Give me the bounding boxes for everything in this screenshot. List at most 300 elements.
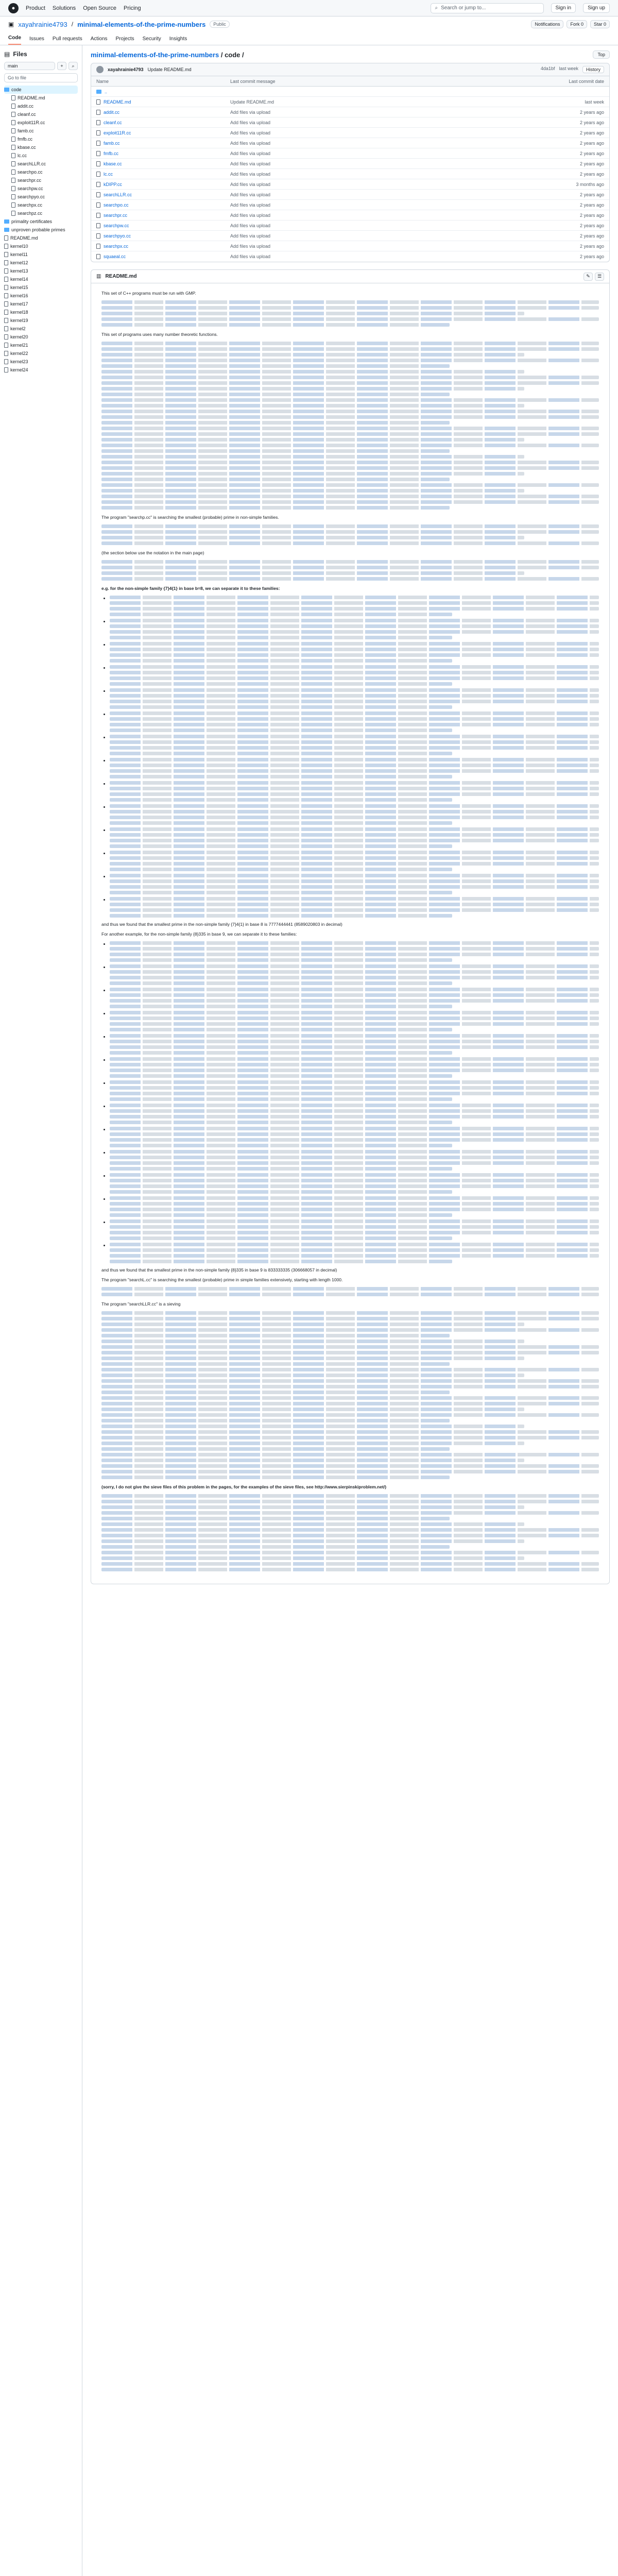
tree-item[interactable] <box>4 316 78 325</box>
file-link[interactable]: searchpw.cc <box>104 223 129 228</box>
readme-text-line <box>110 1184 599 1188</box>
readme-text-line <box>110 648 599 651</box>
readme-text-line <box>110 1104 599 1107</box>
table-row <box>91 251 609 262</box>
tree-item-label: searchpx.cc <box>18 202 43 208</box>
star-button[interactable]: Star 0 <box>590 20 610 28</box>
tree-item[interactable] <box>4 176 78 184</box>
readme-text-line <box>110 1057 599 1061</box>
commit-meta <box>541 66 604 73</box>
readme-text-line <box>110 827 599 831</box>
tree-item-label: kernel2 <box>10 326 26 331</box>
readme-text-line <box>101 566 599 569</box>
list-item <box>110 1243 599 1263</box>
folder-icon <box>4 88 9 92</box>
readme-text-line <box>110 607 599 611</box>
commit-message-cell[interactable]: Add files via upload <box>230 192 271 197</box>
readme-text-line <box>101 438 524 442</box>
file-icon <box>96 182 100 187</box>
tree-item-label: kernel17 <box>10 301 28 307</box>
tree-item[interactable] <box>4 267 78 275</box>
list-item <box>110 619 599 639</box>
file-icon <box>4 285 8 290</box>
commit-message-cell[interactable]: Add files via upload <box>230 243 271 249</box>
file-name-cell <box>96 99 230 105</box>
file-tree <box>4 86 78 374</box>
readme-title[interactable]: README.md <box>105 274 137 279</box>
list-item <box>110 758 599 778</box>
readme-text-line <box>110 764 599 767</box>
tree-item[interactable] <box>4 193 78 201</box>
readme-body <box>91 283 609 1584</box>
readme-text-line <box>110 1144 452 1147</box>
readme-buttons <box>583 273 604 281</box>
tree-item[interactable] <box>4 283 78 292</box>
commit-message-cell[interactable]: Add files via upload <box>230 233 271 239</box>
nav-solutions[interactable]: Solutions <box>52 5 76 11</box>
readme-text-line <box>110 976 599 979</box>
nav-pricing[interactable]: Pricing <box>124 5 141 11</box>
tree-item[interactable] <box>4 102 78 110</box>
readme-text-line <box>101 1500 599 1503</box>
list-item <box>110 596 599 616</box>
commit-message-cell[interactable]: Add files via upload <box>230 161 271 166</box>
tree-item[interactable] <box>4 209 78 217</box>
readme-text-line <box>110 953 599 956</box>
tree-item[interactable] <box>4 242 78 250</box>
repo-tabs <box>0 32 618 45</box>
visibility-badge: Public <box>210 21 230 28</box>
family-list <box>110 941 599 1263</box>
tree-item[interactable] <box>4 160 78 168</box>
file-link[interactable]: searchpo.cc <box>104 202 129 208</box>
file-icon <box>4 326 8 331</box>
tree-item-label: kernel16 <box>10 293 28 298</box>
readme-text-line <box>110 1080 599 1084</box>
table-row <box>91 221 609 231</box>
readme-text-line <box>110 1121 452 1124</box>
readme-text-line <box>110 844 452 848</box>
column-name: Name <box>96 78 109 84</box>
readme-text-line <box>110 613 452 616</box>
sidebar-toggle-icon[interactable]: ▤ <box>4 50 10 58</box>
branch-select[interactable]: main <box>4 62 55 70</box>
tree-item[interactable] <box>4 127 78 135</box>
readme-text-line <box>110 941 599 945</box>
readme-text-line <box>110 775 452 778</box>
readme-text-line <box>110 1179 599 1182</box>
tree-item[interactable] <box>4 168 78 176</box>
tab-insights[interactable]: Insights <box>169 36 187 42</box>
search-files-icon[interactable]: ⌕ <box>68 62 78 70</box>
sign-up-button[interactable]: Sign up <box>583 3 610 13</box>
avatar[interactable] <box>96 66 104 73</box>
table-row <box>91 117 609 128</box>
readme-text-line <box>110 676 599 680</box>
repo-name-link[interactable]: minimal-elements-of-the-prime-numbers <box>77 20 206 28</box>
file-icon <box>4 343 8 348</box>
readme-text-line <box>101 1528 599 1532</box>
readme-text-line <box>110 879 599 883</box>
file-name-cell <box>96 254 230 259</box>
file-link[interactable]: fmfb.cc <box>104 150 119 156</box>
readme-text-line <box>110 659 452 663</box>
tab-code[interactable]: Code <box>8 35 21 45</box>
readme-text-line <box>101 1494 599 1498</box>
readme-text-line <box>110 1034 599 1038</box>
tree-item[interactable] <box>4 151 78 160</box>
file-link[interactable]: addit.cc <box>104 109 120 115</box>
history-button[interactable]: History <box>582 66 604 73</box>
readme-text-line <box>101 560 599 564</box>
tree-item[interactable] <box>4 250 78 259</box>
file-icon <box>4 351 8 356</box>
readme-text-line <box>110 833 599 837</box>
file-icon <box>96 172 100 177</box>
file-link[interactable]: kbase.cc <box>104 161 122 166</box>
readme-text-line <box>101 1317 599 1320</box>
readme-text-line <box>110 653 599 657</box>
commit-date-cell: 2 years ago <box>579 130 604 135</box>
table-row <box>91 200 609 210</box>
tree-item[interactable] <box>4 366 78 374</box>
tree-item[interactable] <box>4 135 78 143</box>
readme-text-line <box>110 723 599 726</box>
file-name-cell <box>96 213 230 218</box>
sidebar-controls <box>4 62 78 70</box>
readme-text-line <box>110 1156 599 1159</box>
file-name-cell <box>96 110 230 115</box>
notifications-button[interactable]: Notifications <box>531 20 563 28</box>
readme-text-line <box>101 1351 599 1354</box>
file-icon <box>96 161 100 166</box>
file-name-cell <box>96 151 230 156</box>
readme-text-line <box>110 596 599 599</box>
file-link[interactable]: lc.cc <box>104 171 113 177</box>
tree-item[interactable] <box>4 349 78 358</box>
readme-text-line <box>101 404 524 408</box>
file-table <box>91 76 610 262</box>
file-name-cell <box>96 120 230 125</box>
readme-text-line <box>110 988 599 991</box>
readme-text-line <box>110 1022 599 1026</box>
readme-paragraph <box>101 1301 599 1307</box>
readme-paragraph <box>101 922 599 927</box>
tree-item-label: kernel24 <box>10 367 28 372</box>
readme-text-line <box>101 364 450 368</box>
tree-item-label: primality certificates <box>11 219 53 224</box>
commit-date-cell: 2 years ago <box>579 109 604 115</box>
file-name-cell <box>96 233 230 239</box>
readme-text-line <box>110 694 599 698</box>
readme-text-line <box>110 1208 599 1211</box>
readme-text-line <box>110 1196 599 1200</box>
commit-message-cell[interactable]: Update README.md <box>230 99 274 105</box>
commit-author[interactable]: xayahrainie4793 <box>108 67 144 72</box>
breadcrumb-repo-link[interactable]: minimal-elements-of-the-prime-numbers <box>91 50 219 59</box>
commit-message-cell[interactable]: Add files via upload <box>230 150 271 156</box>
readme-text-line <box>101 1334 450 1337</box>
tree-item-label: searchpr.cc <box>18 178 42 183</box>
readme-text-line <box>101 323 450 327</box>
github-logo-icon[interactable]: ● <box>8 3 19 13</box>
readme-text-line <box>101 577 599 581</box>
file-link[interactable]: exploit11R.cc <box>104 130 131 135</box>
readme-text-line <box>101 312 524 315</box>
repo-owner-link[interactable]: xayahrainie4793 <box>18 20 67 28</box>
file-icon <box>4 293 8 298</box>
readme-text-line <box>110 752 452 755</box>
file-icon <box>11 186 15 191</box>
readme-text-line <box>110 787 599 790</box>
add-file-icon[interactable]: + <box>57 62 66 70</box>
main-content <box>82 45 618 2576</box>
tree-item[interactable] <box>4 118 78 127</box>
list-item <box>110 1219 599 1240</box>
tree-item[interactable] <box>4 325 78 333</box>
readme-text-line <box>110 1138 599 1142</box>
commit-hash[interactable]: 4da1bf <box>540 66 555 71</box>
readme-p11-text: (sorry, I do not give the sieve files of this problem in the pages, for the examples of the sieve files, see http://www.sierpinskiproblem.net/) <box>101 1484 387 1489</box>
readme-text-line <box>101 461 599 464</box>
commit-message[interactable]: Update README.md <box>147 67 192 72</box>
commit-date-cell: 2 years ago <box>579 202 604 208</box>
book-icon: ▥ <box>96 274 101 279</box>
tab-actions[interactable]: Actions <box>90 36 108 42</box>
readme-text-line <box>110 1109 599 1113</box>
readme-text-line <box>101 444 599 447</box>
table-row <box>91 190 609 200</box>
readme-text-line <box>110 862 599 866</box>
tab-issues[interactable]: Issues <box>29 36 44 42</box>
list-item <box>110 665 599 686</box>
folder-icon <box>96 90 101 94</box>
commit-message-cell[interactable]: Add files via upload <box>230 212 271 218</box>
path-separator: / <box>71 21 74 28</box>
readme-text-line <box>110 682 452 686</box>
readme-paragraph <box>101 586 599 591</box>
readme-text-line <box>101 387 524 391</box>
tree-item[interactable] <box>4 259 78 267</box>
top-button[interactable]: Top <box>593 50 610 59</box>
readme-text-line <box>110 816 599 819</box>
readme-text-line <box>101 449 450 453</box>
readme-p10-text: The program "searchLLR.cc" is a sieving <box>101 1301 181 1307</box>
readme-text-line <box>110 1074 452 1078</box>
readme-text-line <box>110 810 599 814</box>
readme-text-line <box>101 370 524 374</box>
commit-date-cell: 2 years ago <box>579 243 604 249</box>
readme-text-line <box>110 746 599 750</box>
commit-date-cell: 2 years ago <box>579 120 604 125</box>
commit-message-cell[interactable]: Add files via upload <box>230 140 271 146</box>
tree-item[interactable] <box>4 143 78 151</box>
readme-intro-text: This set of C++ programs must be run with GMP. <box>101 291 196 296</box>
tree-item[interactable] <box>4 94 78 102</box>
readme-text-line <box>110 1260 452 1263</box>
tree-item[interactable] <box>4 110 78 118</box>
sign-in-button[interactable]: Sign in <box>551 3 576 13</box>
commit-message-cell[interactable]: Add files via upload <box>230 109 271 115</box>
fork-button[interactable]: Fork 0 <box>566 20 587 28</box>
tree-item[interactable] <box>4 184 78 193</box>
readme-paragraph <box>101 515 599 520</box>
readme-text-line <box>101 1568 599 1571</box>
file-icon <box>96 233 100 239</box>
commit-message-cell[interactable]: Add files via upload <box>230 202 271 208</box>
readme-text-line <box>101 432 599 436</box>
tree-item-label: kernel19 <box>10 318 28 323</box>
tree-item[interactable] <box>4 292 78 300</box>
file-link[interactable]: searchpr.cc <box>104 212 128 218</box>
readme-text-line <box>110 630 599 634</box>
readme-text-line <box>110 700 599 703</box>
readme-p2-text: This set of programs uses many number theoretic functions. <box>101 332 218 337</box>
latest-commit-bar <box>91 63 610 76</box>
readme-text-line <box>101 1517 450 1520</box>
list-item <box>110 1104 599 1124</box>
file-icon <box>11 120 15 125</box>
commit-message-cell[interactable]: Add files via upload <box>230 223 271 228</box>
file-link[interactable]: famb.cc <box>104 140 120 146</box>
file-icon <box>11 104 15 109</box>
readme-text-line <box>101 1551 599 1554</box>
readme-text-line <box>101 1459 524 1462</box>
readme-text-line <box>101 1430 599 1434</box>
readme-text-line <box>101 472 524 476</box>
readme-text-line <box>101 1396 599 1400</box>
readme-p5-text: e.g. for the non-simple family {7}4{1} in base b=8, we can separate it to these families: <box>101 586 280 591</box>
table-row <box>91 87 609 97</box>
nav-open-source[interactable]: Open Source <box>83 5 117 11</box>
readme-text-line <box>110 792 599 796</box>
file-icon <box>96 223 100 228</box>
tree-item[interactable] <box>4 300 78 308</box>
search-input[interactable] <box>431 3 544 13</box>
file-name-cell <box>96 192 230 197</box>
file-link[interactable]: squaeal.cc <box>104 254 126 259</box>
tree-item[interactable] <box>4 341 78 349</box>
file-link[interactable]: kDIPP.cc <box>104 181 122 187</box>
tree-item[interactable] <box>4 308 78 316</box>
folder-icon <box>4 228 9 232</box>
readme-paragraph <box>101 332 599 337</box>
nav-product[interactable]: Product <box>26 5 45 11</box>
list-item <box>110 735 599 755</box>
readme-text-line <box>110 636 452 639</box>
tree-item[interactable] <box>4 275 78 283</box>
list-item <box>110 874 599 894</box>
file-icon <box>96 254 100 259</box>
readme-text-line <box>101 1447 450 1451</box>
repo-actions <box>531 20 610 28</box>
readme-text-line <box>110 735 599 738</box>
readme-text-line <box>110 740 599 744</box>
readme-text-line <box>110 601 599 605</box>
file-icon <box>4 310 8 315</box>
readme-text-line <box>101 421 450 425</box>
file-link[interactable]: cleanf.cc <box>104 120 122 125</box>
list-item <box>110 964 599 985</box>
readme-text-line <box>101 506 450 510</box>
tab-pull-requests[interactable]: Pull requests <box>52 36 82 42</box>
file-link[interactable]: .. <box>105 89 108 94</box>
tree-item[interactable] <box>4 86 78 94</box>
readme-text-line <box>101 1408 524 1411</box>
commit-message-cell[interactable]: Add files via upload <box>230 171 271 177</box>
readme-p8-text: and thus we found that the smallest prime in the non-simple family {8}335 in base 9 is 833333335 (306668057 in decimal) <box>101 1267 337 1273</box>
readme-paragraph <box>101 291 599 296</box>
list-item <box>110 1196 599 1217</box>
outline-icon[interactable]: ☰ <box>595 273 604 281</box>
readme-text-line <box>110 1219 599 1223</box>
readme-text-line <box>110 993 599 997</box>
tree-item-label: searchpz.cc <box>18 211 43 216</box>
tree-item[interactable] <box>4 358 78 366</box>
sidebar-title <box>4 50 78 58</box>
tree-item[interactable] <box>4 217 78 226</box>
file-link[interactable]: searchpx.cc <box>104 243 129 249</box>
readme-paragraph <box>101 550 599 556</box>
file-link[interactable]: searchLLR.cc <box>104 192 132 197</box>
readme-text-line <box>110 717 599 721</box>
readme-text-line <box>110 1225 599 1229</box>
readme-text-line <box>101 500 599 504</box>
tree-item[interactable] <box>4 333 78 341</box>
readme-text-line <box>101 1511 599 1515</box>
readme-text-line <box>101 455 524 459</box>
file-link[interactable]: searchpyo.cc <box>104 233 131 239</box>
commit-date-cell: 3 months ago <box>576 181 604 187</box>
tree-item[interactable] <box>4 226 78 234</box>
file-icon <box>11 170 15 175</box>
tree-item-label: code <box>11 87 22 92</box>
readme-text-line <box>110 964 599 968</box>
readme-p4-text: (the section below use the notation in the main page) <box>101 550 204 555</box>
tree-item[interactable] <box>4 234 78 242</box>
file-icon <box>11 161 15 166</box>
file-icon <box>96 141 100 146</box>
list-item <box>110 897 599 918</box>
readme-paragraph <box>101 1484 599 1490</box>
tree-item-label: kernel12 <box>10 260 28 265</box>
commit-message-cell[interactable]: Add files via upload <box>230 120 271 125</box>
edit-icon[interactable]: ✎ <box>583 273 593 281</box>
commit-message-cell[interactable]: Add files via upload <box>230 181 271 187</box>
readme-text-line <box>101 1470 599 1473</box>
go-to-file-input[interactable]: Go to file <box>4 73 78 82</box>
list-item <box>110 941 599 962</box>
top-navbar <box>0 0 618 16</box>
readme-text-line <box>101 1556 524 1560</box>
file-link[interactable]: README.md <box>104 99 131 105</box>
file-icon <box>4 244 8 249</box>
tab-projects[interactable]: Projects <box>115 36 134 42</box>
commit-message-cell[interactable]: Add files via upload <box>230 130 271 135</box>
readme-text-line <box>110 688 599 692</box>
readme-text-line <box>110 1005 452 1008</box>
readme-text-line <box>101 489 524 493</box>
tab-security[interactable]: Security <box>142 36 161 42</box>
readme-text-line <box>110 1132 599 1136</box>
tree-item-label: searchpyo.cc <box>18 194 45 199</box>
readme-text-line <box>110 619 599 622</box>
commit-message-cell[interactable]: Add files via upload <box>230 254 271 259</box>
tree-item-label: kernel13 <box>10 268 28 274</box>
tree-item[interactable] <box>4 201 78 209</box>
readme-text-line <box>110 705 452 709</box>
file-icon <box>96 110 100 115</box>
